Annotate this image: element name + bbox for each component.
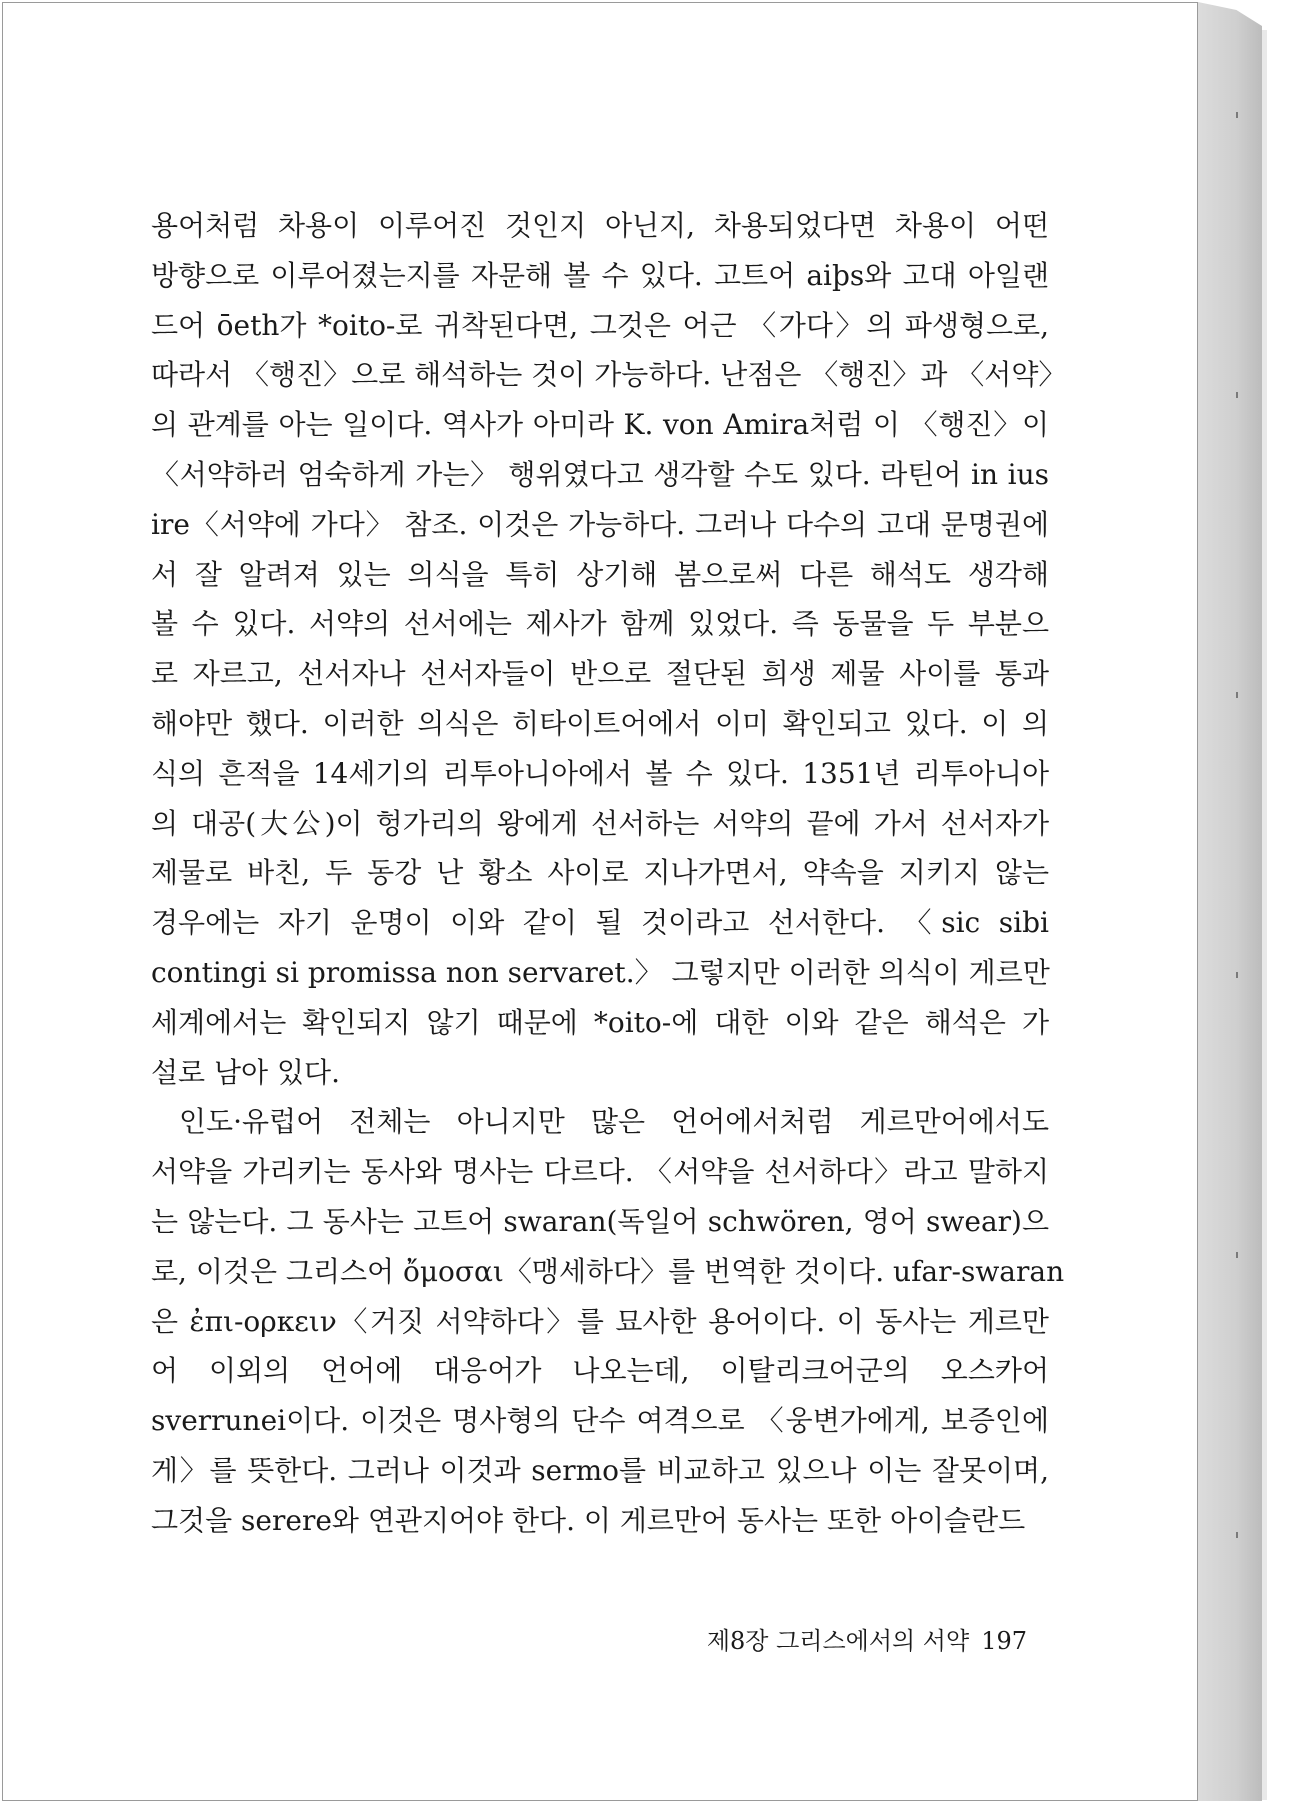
text-line: 방향으로 이루어졌는지를 자문해 볼 수 있다. 고트어 aiþs와 고대 아일랜 — [151, 258, 1049, 292]
text-line: 게〉를 뜻한다. 그러나 이것과 sermo를 비교하고 있으나 이는 잘못이며, — [151, 1453, 1049, 1487]
text-line: 드어 ōeth가 *oito-로 귀착된다면, 그것은 어근 〈가다〉의 파생형으로, — [151, 308, 1049, 342]
text-line: 따라서 〈행진〉으로 해석하는 것이 가능하다. 난점은 〈행진〉과 〈서약〉 — [151, 358, 1067, 392]
text-line: 어 이외의 언어에 대응어가 나오는데, 이탈리크어군의 오스카어 — [151, 1354, 1049, 1388]
text-line: 설로 남아 있다. — [151, 1055, 340, 1089]
text-line: 의 관계를 아는 일이다. 역사가 아미라 K. von Amira처럼 이 〈행진〉이 — [151, 408, 1049, 442]
text-line: 그것을 serere와 연관지어야 한다. 이 게르만어 동사는 또한 아이슬란드 — [151, 1503, 1026, 1537]
paragraph-1 — [151, 201, 1067, 1097]
text-line: 식의 흔적을 14세기의 리투아니아에서 볼 수 있다. 1351년 리투아니아 — [151, 756, 1049, 790]
text-line: 로 자르고, 선서자나 선서자들이 반으로 절단된 희생 제물 사이를 통과 — [151, 657, 1049, 691]
text-line: sverrunei이다. 이것은 명사형의 단수 여격으로 〈웅변가에게, 보증인에 — [151, 1404, 1049, 1438]
page-stack-edge — [1198, 2, 1262, 1801]
text-line: 경우에는 자기 운명이 이와 같이 될 것이라고 선서한다. 〈sic sibi — [151, 906, 1049, 940]
text-line: 해야만 했다. 이러한 의식은 히타이트어에서 이미 확인되고 있다. 이 의 — [151, 706, 1049, 740]
body-text — [151, 201, 1067, 1546]
chapter-title: 제8장 그리스에서의 서약 — [706, 1627, 970, 1655]
text-line: 볼 수 있다. 서약의 선서에는 제사가 함께 있었다. 즉 동물을 두 부분으 — [151, 607, 1049, 641]
text-line: 서약을 가리키는 동사와 명사는 다르다. 〈서약을 선서하다〉라고 말하지 — [151, 1155, 1049, 1189]
page-shadow — [1262, 30, 1267, 1800]
text-line: 제물로 바친, 두 동강 난 황소 사이로 지나가면서, 약속을 지키지 않는 — [151, 856, 1049, 890]
text-line: 〈서약하러 엄숙하게 가는〉 행위였다고 생각할 수도 있다. 라틴어 in ius — [151, 457, 1049, 491]
text-line: 의 대공(大公)이 헝가리의 왕에게 선서하는 서약의 끝에 가서 선서자가 — [151, 806, 1049, 840]
running-footer — [687, 1621, 1027, 1656]
text-line: 로, 이것은 그리스어 ὄμοσαι〈맹세하다〉를 번역한 것이다. ufar-swaran — [151, 1254, 1065, 1288]
text-line: ire〈서약에 가다〉 참조. 이것은 가능하다. 그러나 다수의 고대 문명권에 — [151, 507, 1049, 541]
text-line: 은 ἐπι-ορκειν〈거짓 서약하다〉를 묘사한 용어이다. 이 동사는 게르만 — [151, 1304, 1049, 1338]
text-line: 인도·유럽어 전체는 아니지만 많은 언어에서처럼 게르만어에서도 — [179, 1105, 1049, 1139]
page-number: 197 — [981, 1627, 1027, 1655]
text-line: contingi si promissa non servaret.〉 그렇지만 이러한 의식이 게르만 — [151, 955, 1050, 989]
text-line: 용어처럼 차용이 이루어진 것인지 아닌지, 차용되었다면 차용이 어떤 — [151, 209, 1049, 242]
text-line: 세계에서는 확인되지 않기 때문에 *oito-에 대한 이와 같은 해석은 가 — [151, 1005, 1049, 1039]
text-line: 는 않는다. 그 동사는 고트어 swaran(독일어 schwören, 영어 swear)으 — [151, 1204, 1049, 1238]
paragraph-2 — [151, 1097, 1065, 1545]
book-page — [2, 2, 1198, 1801]
text-line: 서 잘 알려져 있는 의식을 특히 상기해 봄으로써 다른 해석도 생각해 — [151, 557, 1049, 591]
